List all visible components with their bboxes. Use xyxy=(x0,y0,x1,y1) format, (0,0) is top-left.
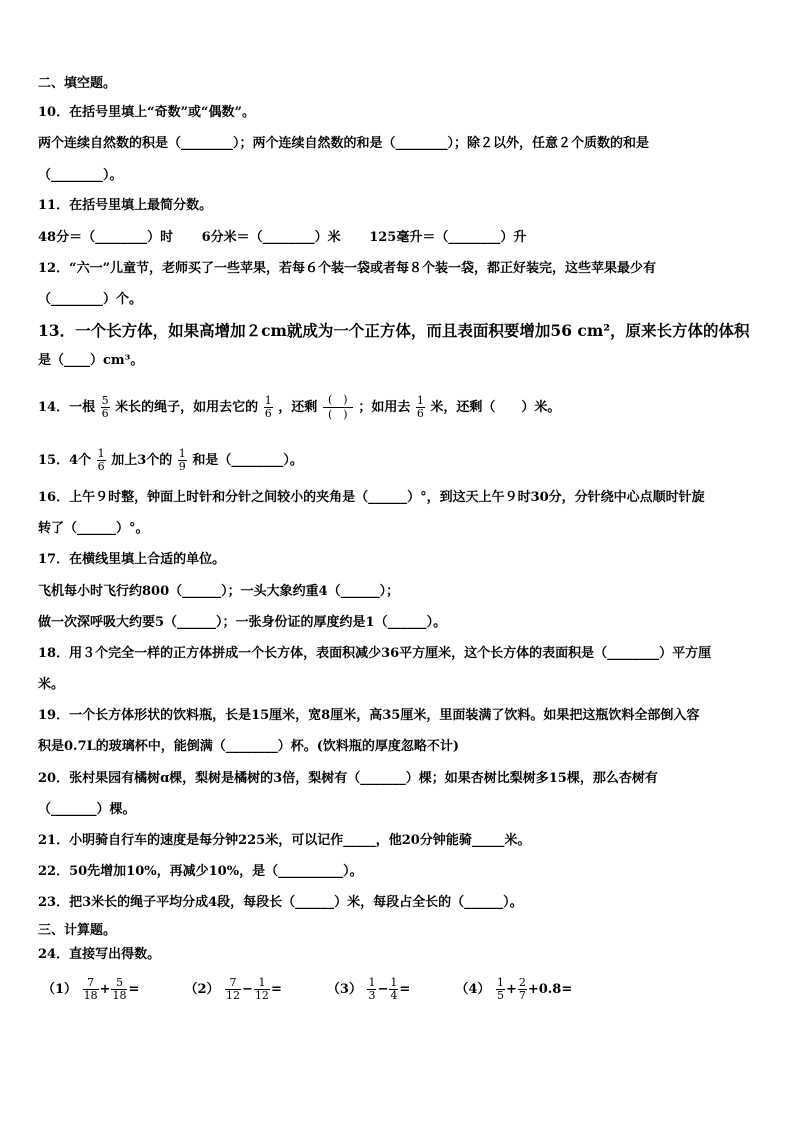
q15-text-c: 和是（________）。 xyxy=(192,453,303,468)
q24-problem-2: （2） $\frac{7}{12}$ − $\frac{1}{12}$ = xyxy=(184,976,282,1002)
q10-line1: 两个连续自然数的积是（________）；两个连续自然数的和是（________）；除２以外，任意２个质数的和是 xyxy=(38,136,650,151)
q18-line1: 18．用３个完全一样的正方体拼成一个长方体，表面积减少36平方厘米，这个长方体的表面积是（________）平方厘 xyxy=(38,646,712,661)
q11-line xyxy=(38,230,526,246)
q11-title: 11．在括号里填上最简分数。 xyxy=(38,198,213,213)
q15-fraction-2: $\frac{1}{9}$ xyxy=(178,447,186,473)
q13-line1: 13．一个长方体，如果高增加２cm就成为一个正方体，而且表面积要增加56 cm²，原来长方体的体积 xyxy=(38,321,750,340)
q16-line1: 16．上午９时整，钟面上时针和分针之间较小的夹角是（______）°，到这天上午９时30分，分针绕中心点顺时针旋 xyxy=(38,490,705,505)
q14-fraction-1: $\frac{5}{6}$ xyxy=(101,394,109,420)
q11-b: 6分米＝（________）米 xyxy=(201,230,341,245)
q10-line2: （________）。 xyxy=(38,168,123,183)
q13-line2: 是（____）cm³。 xyxy=(38,353,144,368)
q20-line2: （_______）棵。 xyxy=(38,802,136,817)
q18-line2: 米。 xyxy=(38,677,65,692)
q19-line1: 19．一个长方体形状的饮料瓶，长是15厘米，宽8厘米，高35厘米，里面装满了饮料。如果把这瓶饮料全部倒入容 xyxy=(38,708,700,723)
q23-line1: 23．把3米长的绳子平均分成4段，每段长（______）米，每段占全长的（______）。 xyxy=(38,895,523,910)
q17-title: 17．在横线里填上合适的单位。 xyxy=(38,552,226,567)
q24-title: 24．直接写出得数。 xyxy=(38,947,161,962)
q20-line1: 20．张村果园有橘树ɑ棵，梨树是橘树的3倍，梨树有（_______）棵；如果杏树比梨树多15棵，那么杏树有 xyxy=(38,771,658,786)
q12-line1: 12．“六一”儿童节，老师买了一些苹果，若每６个装一袋或者每８个装一袋，都正好装完，这些苹果最少有 xyxy=(38,261,657,276)
q24-problem-4: （4） $\frac{1}{5}$ + $\frac{2}{7}$ +0.8= xyxy=(455,976,573,1002)
q19-line2: 积是0.7L的玻璃杯中，能倒满（________）杯。(饮料瓶的厚度忽略不计) xyxy=(38,739,460,754)
q14-text-a: 14．一根 xyxy=(38,400,96,415)
q24-problem-3: （3） $\frac{1}{3}$ − $\frac{1}{4}$ = xyxy=(326,976,411,1002)
q11-a: 48分＝（________）时 xyxy=(38,230,174,245)
q15-line xyxy=(38,441,303,481)
q14-text-e: 米，还剩（ ）米。 xyxy=(430,400,561,415)
q15-text-a: 15．4个 xyxy=(38,453,92,468)
q11-c: 125毫升＝（________）升 xyxy=(369,230,527,245)
q17-line1: 飞机每小时飞行约800（______）；一头大象约重4（______）； xyxy=(38,584,400,599)
section-calc-heading: 三、计算题。 xyxy=(38,923,117,938)
q14-answer-fraction[interactable]: $\frac{( )}{( )}$ xyxy=(323,393,353,422)
q17-line2: 做一次深呼吸大约要5（______）；一张身份证的厚度约是1（______）。 xyxy=(38,615,447,630)
q14-fraction-3: $\frac{1}{6}$ xyxy=(416,394,424,420)
q14-text-d: ；如用去 xyxy=(358,400,411,415)
q15-text-b: 加上3个的 xyxy=(111,453,173,468)
q22-line1: 22．50先增加10%，再减少10%，是（__________）。 xyxy=(38,864,363,879)
q15-fraction-1: $\frac{1}{6}$ xyxy=(97,447,105,473)
q12-line2: （________）个。 xyxy=(38,292,143,307)
q14-text-c: ，还剩 xyxy=(278,400,318,415)
section-fill-heading: 二、填空题。 xyxy=(38,76,117,91)
q21-line1: 21．小明骑自行车的速度是每分钟225米，可以记作_____，他20分钟能骑_____米。 xyxy=(38,833,531,848)
q14-line xyxy=(38,386,560,430)
q16-line2: 转了（______）°。 xyxy=(38,521,149,536)
q24-problem-1: （1） $\frac{7}{18}$ + $\frac{5}{18}$ = xyxy=(42,976,140,1002)
q14-text-b: 米长的绳子，如用去它的 xyxy=(115,400,259,415)
q10-title: 10．在括号里填上“奇数”或“偶数”。 xyxy=(38,105,256,120)
q14-fraction-2: $\frac{1}{6}$ xyxy=(264,394,272,420)
q24-problems xyxy=(42,968,572,1012)
